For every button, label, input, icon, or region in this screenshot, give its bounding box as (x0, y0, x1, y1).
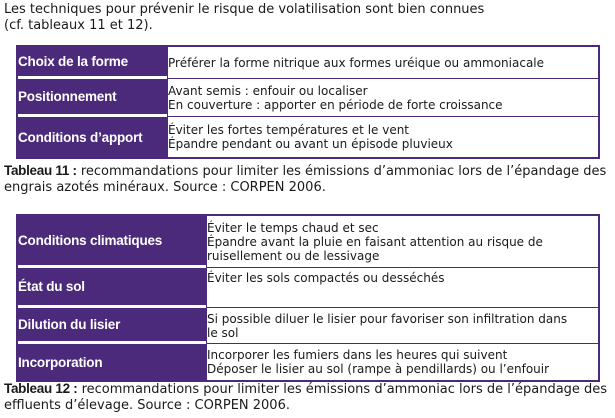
row-text-line: Déposer le lisier au sol (rampe à pendillards) ou l’enfouir (207, 362, 550, 376)
row-content (206, 344, 598, 380)
table-row (18, 79, 598, 117)
table-11 (16, 45, 600, 159)
row-label: Choix de la forme (18, 47, 167, 79)
row-text-line: En couverture : apporter en période de forte croissance (168, 97, 503, 112)
row-text-line: Épandre pendant ou avant un épisode pluvieux (168, 137, 453, 151)
caption-text: engrais azotés minéraux. Source : CORPEN 2006. (4, 180, 326, 195)
intro-paragraph (4, 2, 604, 34)
row-text-line: Si possible diluer le lisier pour favoriser son infiltration dans (207, 311, 568, 326)
row-label: Conditions d’apport (18, 117, 167, 157)
table-row (18, 117, 598, 157)
table-row (18, 344, 598, 380)
row-label: Incorporation (18, 344, 206, 380)
table-row (18, 308, 598, 344)
row-text-line: Épandre avant la pluie en faisant attention au risque de (207, 234, 543, 249)
row-text-line: Avant semis : enfouir ou localiser (168, 83, 368, 98)
table-12-caption (4, 381, 612, 414)
row-label: État du sol (18, 268, 206, 308)
intro-line-2: (cf. tableaux 11 et 12). (4, 18, 153, 33)
row-text-line: Éviter le temps chaud et sec (207, 220, 379, 235)
row-text-line: le sol (207, 325, 239, 340)
table-row (18, 216, 598, 268)
caption-label: Tableau 11 : (4, 163, 77, 178)
row-label: Conditions climatiques (18, 216, 206, 268)
row-text-line: Éviter les fortes températures et le vent (168, 123, 410, 137)
caption-text: recommandations pour limiter les émissions d’ammoniac lors de l’épandage des (76, 164, 607, 179)
row-content (167, 79, 598, 117)
caption-label: Tableau 12 : (4, 381, 78, 396)
row-label: Positionnement (18, 79, 167, 117)
row-label: Dilution du lisier (18, 308, 206, 344)
row-text-line: Éviter les sols compactés ou desséchés (207, 271, 445, 285)
table-11-caption (4, 163, 612, 196)
caption-text: effluents d’élevage. Source : CORPEN 2006. (4, 398, 290, 413)
row-content (206, 308, 598, 344)
row-text-line: ruisellement ou de lessivage (207, 248, 380, 263)
intro-line-1: Les techniques pour prévenir le risque de volatilisation sont bien connues (4, 2, 485, 17)
row-content (206, 216, 598, 268)
row-content (167, 117, 598, 157)
row-content (206, 268, 598, 308)
table-12 (16, 214, 600, 382)
row-text-line: Incorporer les fumiers dans les heures qui suivent (207, 348, 508, 362)
table-row (18, 268, 598, 308)
caption-text: recommandations pour limiter les émissions d’ammoniac lors de l’épandage des (77, 382, 608, 397)
row-text-line: Préférer la forme nitrique aux formes uréique ou ammoniacale (168, 55, 545, 70)
row-content (167, 47, 598, 79)
table-row (18, 47, 598, 79)
